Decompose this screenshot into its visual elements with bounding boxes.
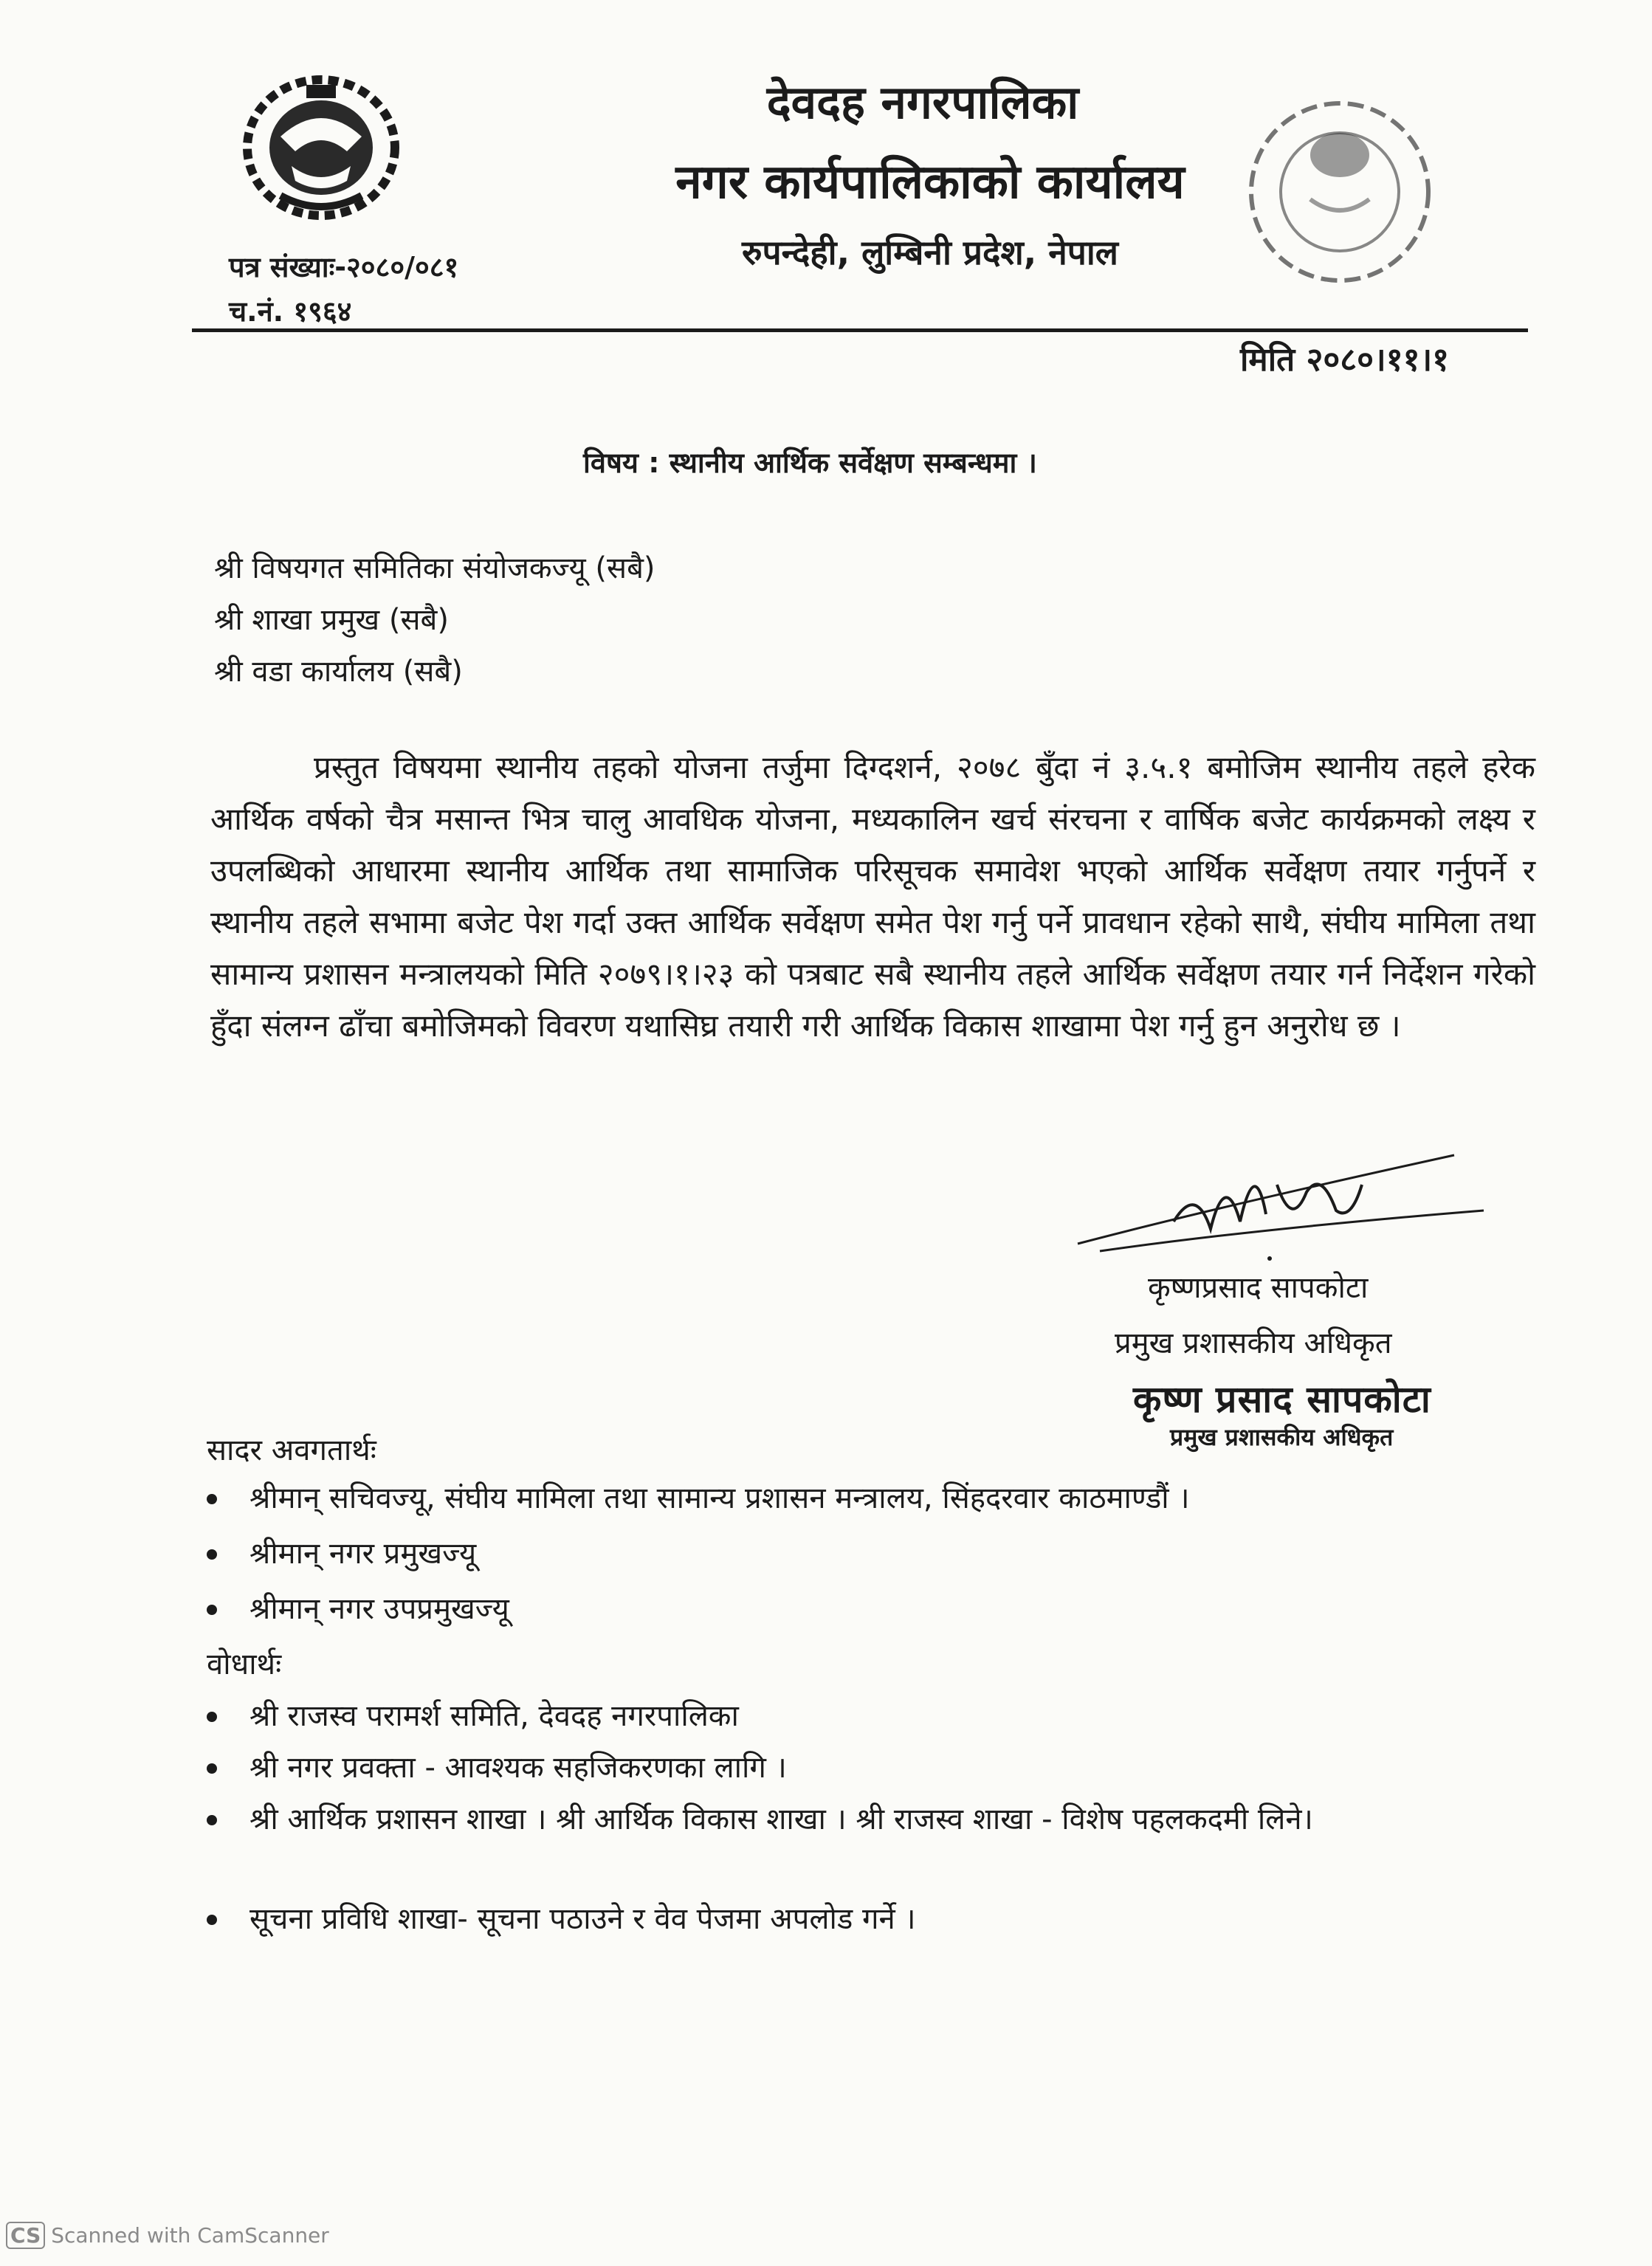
scanner-watermark	[6, 2222, 329, 2249]
info-list-item: श्री नगर प्रवक्ता - आवश्यक सहजिकरणका लागि ।	[207, 1746, 1521, 1790]
org-name-municipality: देवदह नगरपालिका	[766, 75, 1079, 129]
scanner-text: Scanned with CamScanner	[51, 2223, 329, 2248]
header-divider	[192, 328, 1528, 332]
letter-date: मिति २०८०।११।१	[1240, 341, 1450, 379]
camscanner-logo-icon: CS	[6, 2222, 45, 2249]
signatory-name: कृष्णप्रसाद सापकोटा	[1148, 1271, 1369, 1305]
handwritten-signature	[1070, 1140, 1498, 1266]
letter-body: प्रस्तुत विषयमा स्थानीय तहको योजना तर्जुमा दिग्दशर्न, २०७८ बुँदा नं ३.५.१ बमोजिम स्थानीय तहले हरेक आर्थिक वर्षको चैत्र मसान्त भित्र चालु आवधिक योजना, मध्यकालिन खर्च संरचना र वार्षिक बजेट कार्यक्रमको लक्ष्य र उपलब्धिको आधारमा स्थानीय आर्थिक तथा सामाजिक परिसूचक समावेश भएको आर्थिक सर्वेक्षण तयार गर्नुपर्ने र स्थानीय तहले सभामा बजेट पेश गर्दा उक्त आर्थिक सर्वेक्षण समेत पेश गर्नु पर्ने प्रावधान रहेको साथै, संघीय मामिला तथा सामान्य प्रशासन मन्त्रालयको मिति २०७९।१।२३ को पत्रबाट सबै स्थानीय तहले आर्थिक सर्वेक्षण तयार गर्न निर्देशन गरेको हुँदा संलग्न ढाँचा बमोजिमको विवरण यथासिघ्र तयारी गरी आर्थिक विकास शाखामा पेश गर्नु हुन अनुरोध छ ।	[210, 749, 1535, 1044]
cc-list-item: श्रीमान् नगर प्रमुखज्यू	[207, 1532, 1521, 1576]
signatory-title: प्रमुख प्रशासकीय अधिकृत	[1115, 1326, 1392, 1360]
addressee-line: श्री विषयगत समितिका संयोजकज्यू (सबै)	[214, 551, 655, 585]
letter-number: पत्र संख्याः-२०८०/०८१	[229, 251, 459, 283]
office-seal-stamp	[1229, 81, 1450, 303]
bullet-icon	[207, 1605, 217, 1615]
letter-subject: विषय : स्थानीय आर्थिक सर्वेक्षण सम्बन्धमा ।	[583, 447, 1037, 479]
org-address: रुपन्देही, लुम्बिनी प्रदेश, नेपाल	[741, 233, 1118, 272]
cc-heading: सादर अवगतार्थः	[207, 1433, 376, 1467]
bullet-icon	[207, 1712, 217, 1722]
bullet-icon	[207, 1549, 217, 1560]
cc-list-item: श्रीमान् नगर उपप्रमुखज्यू	[207, 1587, 1521, 1631]
name-stamp: कृष्ण प्रसाद सापकोटा	[1133, 1378, 1431, 1421]
bullet-icon	[207, 1494, 217, 1504]
cc-list-item: श्रीमान् सचिवज्यू, संघीय मामिला तथा सामान्य प्रशासन मन्त्रालय, सिंहदरवार काठमाण्डौं ।	[207, 1476, 1521, 1521]
nepal-emblem-icon	[236, 70, 406, 225]
bullet-icon	[207, 1915, 217, 1925]
info-list-item: श्री राजस्व परामर्श समिति, देवदह नगरपालिका	[207, 1694, 1521, 1738]
info-heading: वोधार्थः	[207, 1647, 282, 1681]
addressee-line: श्री वडा कार्यालय (सबै)	[214, 655, 463, 689]
addressee-line: श्री शाखा प्रमुख (सबै)	[214, 603, 449, 637]
bullet-icon	[207, 1763, 217, 1774]
dispatch-number: च.नं. १९६४	[229, 295, 352, 328]
title-stamp: प्रमुख प्रशासकीय अधिकृत	[1170, 1423, 1394, 1451]
bullet-icon	[207, 1815, 217, 1825]
org-name-office: नगर कार्यपालिकाको कार्यालय	[675, 155, 1185, 210]
info-list-item: श्री आर्थिक प्रशासन शाखा । श्री आर्थिक विकास शाखा । श्री राजस्व शाखा - विशेष पहलकदमी लिने।	[207, 1797, 1521, 1842]
info-list-item: सूचना प्रविधि शाखा- सूचना पठाउने र वेव पेजमा अपलोड गर्ने ।	[207, 1897, 1521, 1941]
